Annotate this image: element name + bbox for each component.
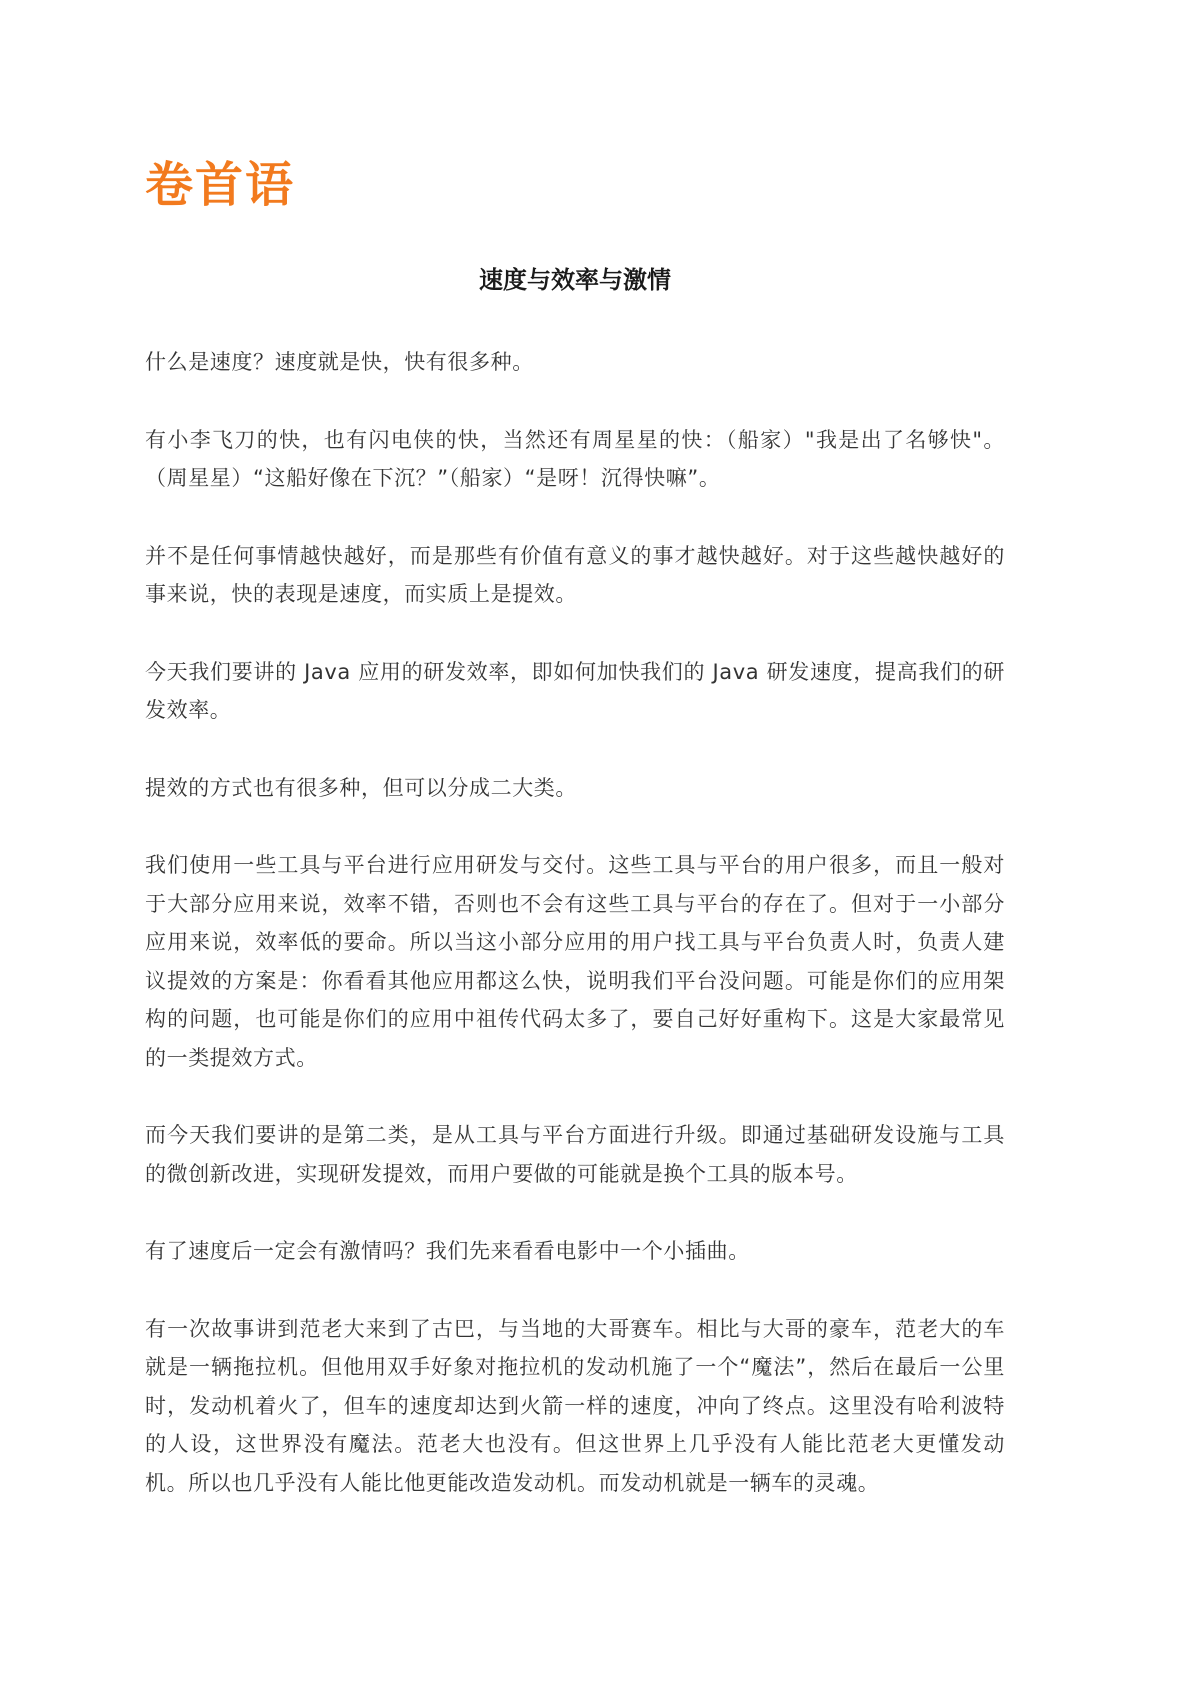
article-body: [145, 343, 1005, 1541]
paragraph: 有一次故事讲到范老大来到了古巴，与当地的大哥赛车。相比与大哥的豪车，范老大的车就是一辆拖拉机。但他用双手好象对拖拉机的发动机施了一个“魔法”，然后在最后一公里时，发动机着火了，但车的速度却达到火箭一样的速度，冲向了终点。这里没有哈利波特的人设，这世界没有魔法。范老大也没有。但这世界上几乎没有人能比范老大更懂发动机。所以也几乎没有人能比他更能改造发动机。而发动机就是一辆车的灵魂。: [145, 1316, 1005, 1495]
document-page: [145, 0, 1005, 1683]
paragraph: 有了速度后一定会有激情吗？我们先来看看电影中一个小插曲。: [145, 1239, 750, 1263]
paragraph: 我们使用一些工具与平台进行应用研发与交付。这些工具与平台的用户很多，而且一般对于大部分应用来说，效率不错，否则也不会有这些工具与平台的存在了。但对于一小部分应用来说，效率低的要命。所以当这小部分应用的用户找工具与平台负责人时，负责人建议提效的方案是：你看看其他应用都这么快，说明我们平台没问题。可能是你们的应用架构的问题，也可能是你们的应用中祖传代码太多了，要自己好好重构下。这是大家最常见的一类提效方式。: [145, 853, 1005, 1070]
paragraph: 并不是任何事情越快越好，而是那些有价值有意义的事才越快越好。对于这些越快越好的事来说，快的表现是速度，而实质上是提效。: [145, 543, 1005, 606]
article-title: 速度与效率与激情: [479, 266, 671, 294]
chapter-title: 卷首语: [145, 157, 296, 213]
paragraph: 有小李飞刀的快，也有闪电侠的快，当然还有周星星的快：（船家）"我是出了名够快"。（周星星）“这船好像在下沉？”（船家）“是呀！沉得快嘛”。: [145, 427, 1005, 490]
paragraph: 提效的方式也有很多种，但可以分成二大类。: [145, 775, 577, 800]
paragraph: 而今天我们要讲的是第二类，是从工具与平台方面进行升级。即通过基础研发设施与工具的微创新改进，实现研发提效，而用户要做的可能就是换个工具的版本号。: [145, 1123, 1005, 1186]
paragraph: 什么是速度？速度就是快，快有很多种。: [145, 350, 534, 374]
paragraph: 今天我们要讲的 Java 应用的研发效率，即如何加快我们的 Java 研发速度，提高我们的研发效率。: [145, 659, 1005, 722]
